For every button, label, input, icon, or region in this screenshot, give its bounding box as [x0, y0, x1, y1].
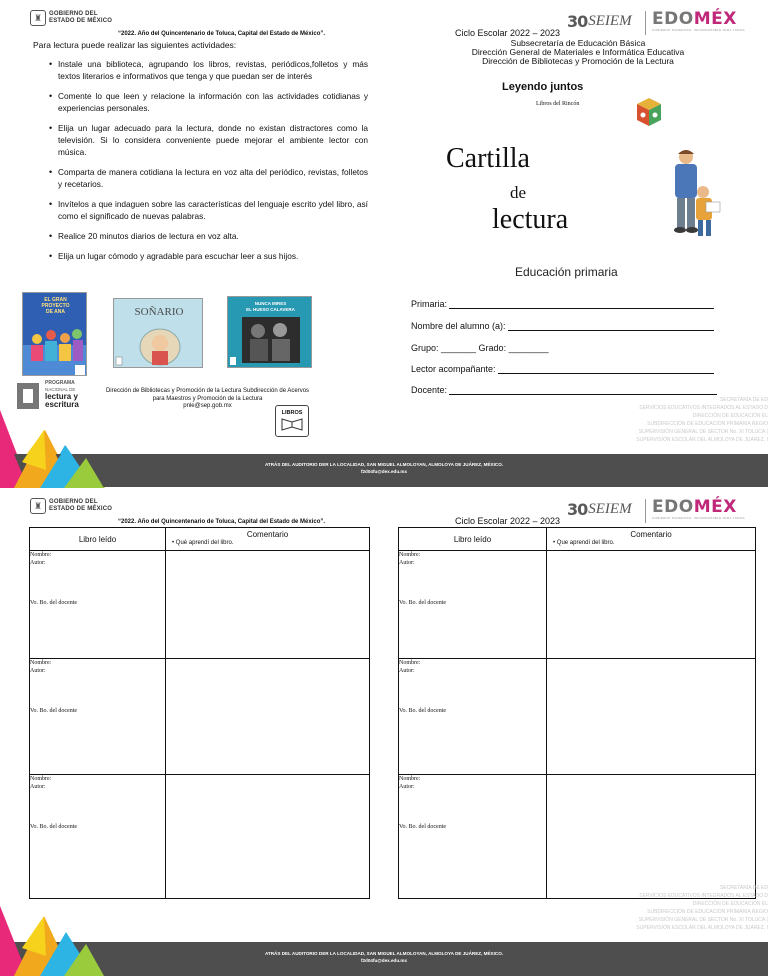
watermark-line: SERVICIOS EDUCATIVOS INTEGRADOS AL ESTADO D	[639, 405, 768, 411]
book-cell[interactable]	[399, 659, 547, 775]
field-line	[498, 365, 714, 374]
educacion-primaria: Educación primaria	[515, 265, 618, 279]
leyendo-juntos-title: Leyendo juntos	[502, 81, 584, 93]
watermark-text	[600, 884, 768, 932]
field-line	[449, 300, 714, 309]
vobo-label: Vo. Bo. del docente	[399, 708, 447, 714]
watermark-line: DIRECCIÓN DE EDUCACIÓN EL	[692, 413, 768, 419]
table-row	[30, 775, 370, 899]
table-row	[30, 551, 370, 659]
activity-item: • Comente lo que leen y relacione la información con las actividades cotidianas y experiencias personales.	[49, 90, 368, 114]
comment-title: Comentario	[630, 530, 672, 539]
watermark-line: SUPERVISIÓN GENERAL DE SECTOR No. XI TOLUCA (	[638, 429, 768, 435]
program-logo-line: lectura y	[45, 392, 78, 401]
activity-item: • Instale una biblioteca, agrupando los libros, revistas, periódicos,folletos y más textos literarios e informativos que tenga y que puedan ser de interés	[49, 58, 368, 82]
direccion-line: Dirección de Bibliotecas y Promoción de la Lectura Subdirección de Acervos para Maestros y Promoción de la Lectura	[105, 388, 310, 402]
vobo-label: Vo. Bo. del docente	[399, 600, 447, 606]
vobo-label: Vo. Bo. del docente	[30, 708, 78, 714]
edomex-logo-part: MÉX	[693, 497, 737, 517]
activity-item: • Realice 20 minutos diarios de lectura en voz alta.	[49, 230, 368, 242]
gov-logo-line: GOBIERNO DEL	[49, 11, 98, 17]
book-cover-2	[113, 298, 203, 368]
col-header-comentario	[166, 528, 370, 551]
autor-label: Autor:	[30, 784, 46, 790]
intro-text: Para lectura puede realizar las siguientes actividades:	[33, 40, 237, 50]
field-label: Lector acompañante:	[411, 364, 496, 374]
field-lector-acompanante	[411, 364, 714, 374]
watermark-line: SUBDIRECCIÓN DE EDUCACIÓN PRIMARIA REGIO	[647, 421, 768, 427]
edomex-logo-part: EDO	[652, 9, 694, 29]
vobo-label: Vo. Bo. del docente	[30, 824, 78, 830]
book-title: NUNCA MIRES EL HUESO CALAVERA	[246, 301, 295, 312]
cartilla-lectura: lectura	[492, 204, 569, 235]
page-reading-log	[0, 488, 768, 976]
comment-cell[interactable]	[547, 551, 756, 659]
watermark-line: SECRETARÍA DE ED	[720, 885, 768, 891]
book-cell[interactable]	[30, 659, 166, 775]
seiem-logo-number: 30	[567, 12, 588, 31]
watermark-line: SECRETARÍA DE ED	[720, 397, 768, 403]
field-label: Nombre del alumno (a):	[411, 321, 506, 331]
book-cover-1	[22, 292, 87, 376]
cartilla-de: de	[510, 183, 527, 202]
book-cover-3	[227, 296, 312, 368]
activity-item: • Elija un lugar cómodo y agradable para escuchar leer a sus hijos.	[49, 250, 368, 262]
seiem-logo-text: SEIEM	[588, 501, 632, 517]
comment-cell[interactable]	[547, 659, 756, 775]
edomex-logo-part: MÉX	[693, 9, 737, 29]
coat-of-arms-icon: ♜	[30, 10, 46, 26]
field-label: Primaria:	[411, 299, 448, 309]
field-label: Grupo: _______ Grado: ________	[411, 343, 549, 353]
autor-label: Autor:	[399, 560, 415, 566]
gov-logo	[30, 10, 112, 26]
vobo-label: Vo. Bo. del docente	[30, 600, 78, 606]
school-year: Ciclo Escolar 2022 – 2023	[455, 28, 561, 38]
field-line	[508, 322, 714, 331]
coat-of-arms-icon: ♜	[30, 498, 46, 514]
table-row	[399, 551, 756, 659]
reading-illustration	[656, 148, 722, 242]
comment-cell[interactable]	[547, 775, 756, 899]
table-row	[399, 659, 756, 775]
gov-logo-line: ESTADO DE MÉXICO	[49, 18, 113, 24]
field-line	[449, 386, 717, 395]
rincon-cube-icon	[636, 97, 662, 127]
program-logo-line: escritura	[45, 400, 79, 409]
field-primaria	[411, 299, 714, 309]
institution-line: Dirección General de Materiales e Informática Educativa	[471, 47, 685, 57]
libros-badge	[275, 405, 309, 437]
gov-logo	[30, 498, 112, 514]
comment-cell[interactable]	[166, 775, 370, 899]
decorative-triangles-front	[0, 400, 110, 488]
cartilla-title: Cartilla	[446, 143, 530, 174]
autor-label: Autor:	[399, 784, 415, 790]
book-title: SOÑARIO	[134, 306, 184, 318]
book-cell[interactable]	[399, 551, 547, 659]
watermark-line: SUPERVISIÓN GENERAL DE SECTOR No. XI TOLUCA (	[638, 917, 768, 923]
footer-address: ATRÁS DEL AUDITORIO DER LA LOCALIDAD, SAN MIGUEL ALMOLOYAN, ALMOLOYA DE JUÁREZ, MÉXICO.	[264, 951, 504, 956]
libros-rincon: Libros del Rincón	[536, 101, 580, 107]
book-cell[interactable]	[30, 775, 166, 899]
book-icon	[281, 417, 303, 431]
reading-log-table-left	[29, 527, 370, 899]
col-header-comentario	[547, 528, 756, 551]
watermark-line: SUBDIRECCIÓN DE EDUCACIÓN PRIMARIA REGIO	[647, 909, 768, 915]
edomex-logo-word	[652, 11, 737, 28]
footer-band	[0, 942, 768, 976]
libros-badge-label: LIBROS	[281, 410, 303, 416]
autor-label: Autor:	[30, 668, 46, 674]
nombre-label: Nombre:	[30, 660, 52, 666]
col-header-libro: Libro leído	[399, 528, 547, 551]
edomex-logo	[645, 499, 745, 523]
motto: “2022. Año del Quincentenario de Toluca, Capital del Estado de México”.	[118, 519, 326, 525]
decorative-triangles	[0, 886, 110, 976]
seiem-logo-number: 30	[567, 500, 588, 519]
watermark-line: SUPERVISIÓN ESCOLAR DEL ALMOLOYA DE JUÁREZ, I	[636, 925, 768, 931]
comment-title: Comentario	[246, 530, 289, 539]
field-label: Docente:	[411, 385, 448, 395]
autor-label: Autor:	[30, 560, 46, 566]
contact-email: pnle@sep.gob.mx	[183, 403, 232, 409]
footer-address: ATRÁS DEL AUDITORIO DER LA LOCALIDAD, SAN MIGUEL ALMOLOYAN, ALMOLOYA DE JUÁREZ, MÉXICO.	[264, 462, 504, 467]
activities-list	[49, 58, 368, 270]
activity-item: • Elija un lugar adecuado para la lectura, donde no existan distractores como la televisión. Si lo considera conveniente puede mejorar el ambiente lector con música.	[49, 122, 368, 158]
book-title: EL GRAN PROYECTO DE ANA	[41, 297, 70, 315]
seiem-logo	[567, 12, 632, 31]
table-row	[399, 775, 756, 899]
edomex-logo-part: EDO	[652, 497, 694, 517]
footer-email: f2d04fu@dex.edu.mx	[360, 469, 408, 474]
gov-logo-line: ESTADO DE MÉXICO	[49, 506, 113, 512]
nombre-label: Nombre:	[399, 660, 421, 666]
institution-line: Dirección de Bibliotecas y Promoción de la Lectura	[482, 56, 674, 66]
footer-band	[0, 454, 768, 487]
institution-lines	[448, 39, 708, 66]
book-cell[interactable]	[399, 775, 547, 899]
watermark-text	[600, 396, 768, 444]
seiem-logo	[567, 500, 632, 519]
field-docente	[411, 385, 717, 395]
comment-cell[interactable]	[166, 659, 370, 775]
nombre-label: Nombre:	[30, 552, 52, 558]
reading-log-table-right	[398, 527, 756, 899]
vobo-label: Vo. Bo. del docente	[399, 824, 447, 830]
comment-subtitle: • Qué aprendí del libro.	[172, 540, 234, 546]
edomex-tagline: GOBIERNO PODEROSO: INDISPENSABLE PARA TODOS	[652, 28, 745, 32]
gov-logo-line: GOBIERNO DEL	[49, 499, 98, 505]
footer-email: f2d04fu@dex.edu.mx	[360, 958, 408, 963]
edomex-logo-word	[652, 499, 737, 516]
comment-cell[interactable]	[166, 551, 370, 659]
watermark-line: SUPERVISIÓN ESCOLAR DEL ALMOLOYA DE JUÁREZ, I	[636, 437, 768, 443]
edomex-tagline: GOBIERNO PODEROSO: INDISPENSABLE PARA TODOS	[652, 516, 745, 520]
activity-item: • Invítelos a que indaguen sobre las características del lenguaje escrito ydel libro, así como el significado de nuevas palabras.	[49, 198, 368, 222]
nombre-label: Nombre:	[399, 776, 421, 782]
field-grupo-grado	[411, 343, 714, 353]
institution-line: Subsecretaría de Educación Básica	[510, 38, 646, 48]
nombre-label: Nombre:	[30, 776, 52, 782]
activity-item: • Comparta de manera cotidiana la lectura en voz alta del periódico, revistas, folletos y recetarios.	[49, 166, 368, 190]
table-row	[30, 659, 370, 775]
seiem-logo-text: SEIEM	[588, 13, 632, 29]
watermark-line: SERVICIOS EDUCATIVOS INTEGRADOS AL ESTADO D	[639, 893, 768, 899]
program-logo-line: PROGRAMA	[45, 380, 75, 386]
book-cell[interactable]	[30, 551, 166, 659]
program-logo-line: NACIONAL DE	[45, 387, 76, 392]
col-header-libro: Libro leído	[30, 528, 166, 551]
watermark-line: DIRECCIÓN DE EDUCACIÓN EL	[692, 901, 768, 907]
edomex-logo	[645, 11, 745, 35]
comment-subtitle: • Que aprendí del libro.	[553, 540, 615, 546]
autor-label: Autor:	[399, 668, 415, 674]
school-year: Ciclo Escolar 2022 – 2023	[455, 516, 561, 526]
field-nombre-alumno	[411, 321, 714, 331]
nombre-label: Nombre:	[399, 552, 421, 558]
motto: “2022. Año del Quincentenario de Toluca, Capital del Estado de México”.	[118, 31, 326, 37]
